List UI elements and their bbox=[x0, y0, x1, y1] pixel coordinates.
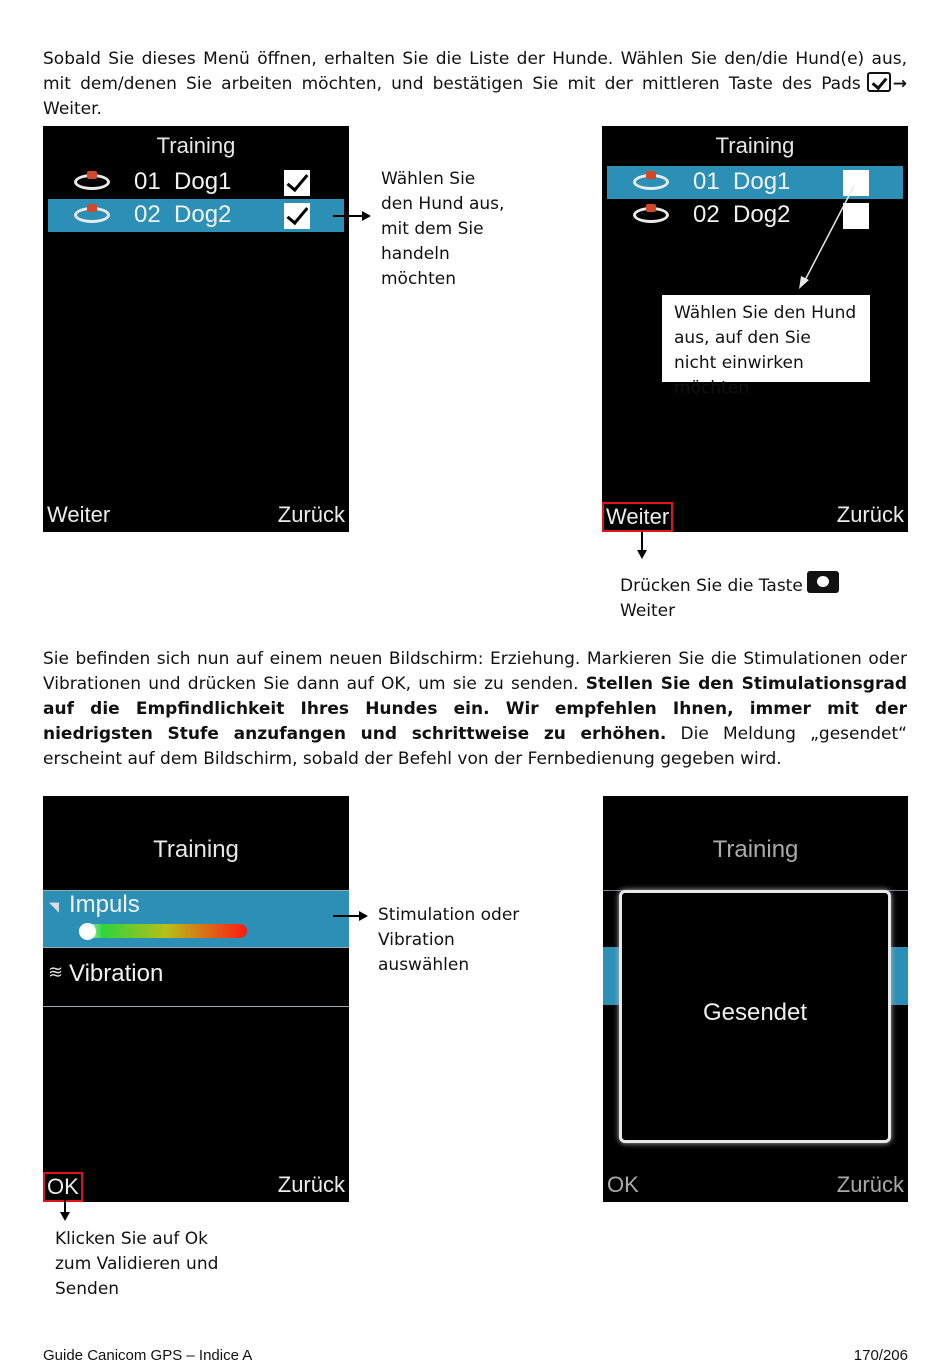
menu-item-impuls[interactable] bbox=[43, 890, 349, 947]
dog-row-2[interactable] bbox=[48, 199, 344, 232]
softkey-weiter[interactable]: Weiter bbox=[602, 502, 673, 532]
screen-training-menu bbox=[43, 796, 349, 1202]
softkey-zurueck[interactable]: Zurück bbox=[277, 1172, 345, 1197]
menu-label: Impuls bbox=[69, 891, 140, 918]
annotation-click-ok: Klicken Sie auf Ok zum Validieren und Senden bbox=[55, 1229, 219, 1299]
callout-box: Wählen Sie den Hund aus, auf den Sie nicht einwirken möchten bbox=[662, 295, 870, 382]
softkey-weiter[interactable]: Weiter bbox=[47, 502, 111, 527]
screen-title: Training bbox=[712, 836, 799, 863]
annotation-line2: Weiter bbox=[620, 601, 676, 621]
para2-part2: Die Meldung „gesendet“ erscheint auf dem Bildschirm, sobald der Befehl von der Fernbedienung gegeben wird. bbox=[43, 724, 907, 769]
softkey-ok[interactable]: OK bbox=[607, 1172, 639, 1197]
signal-icon: ◥ bbox=[49, 899, 59, 914]
popup-message: Gesendet bbox=[702, 999, 808, 1026]
menu-label: Vibration bbox=[69, 960, 164, 987]
dog-row-1[interactable] bbox=[48, 166, 344, 199]
para2-part1: Sie befinden sich nun auf einem neuen Bildschirm: Erziehung. Markieren Sie die Stimulationen oder Vibrationen und drücken Sie dann auf OK, um sie zu senden. bbox=[43, 649, 907, 694]
softkey-zurueck[interactable]: Zurück bbox=[836, 502, 904, 527]
annotation-arrow-line bbox=[64, 1200, 66, 1212]
intro-after: Weiter. bbox=[43, 99, 102, 119]
impulse-slider[interactable] bbox=[79, 924, 247, 938]
page-number: 170/206 bbox=[853, 1347, 908, 1364]
annotation-press-weiter bbox=[620, 571, 880, 624]
header bbox=[43, 796, 349, 889]
dog-label: 01 Dog1 bbox=[693, 168, 791, 195]
annotation-arrow-head bbox=[359, 911, 368, 921]
annotation-arrow-line bbox=[333, 215, 362, 217]
screen-title: Training bbox=[156, 133, 236, 158]
dog-checkbox[interactable] bbox=[284, 203, 310, 229]
training-paragraph bbox=[43, 647, 907, 772]
pad-check-icon bbox=[867, 72, 891, 92]
annotation-arrow-line bbox=[641, 532, 643, 550]
dog-checkbox[interactable] bbox=[284, 170, 310, 196]
annotation-arrow-line bbox=[333, 915, 359, 917]
dog-label: 02 Dog2 bbox=[134, 201, 232, 228]
softkey-zurueck[interactable]: Zurück bbox=[277, 502, 345, 527]
softkey-ok[interactable]: OK bbox=[43, 1172, 83, 1202]
annotation-line1: Drücken Sie die Taste bbox=[620, 576, 803, 596]
dog-label: 02 Dog2 bbox=[693, 201, 791, 228]
annotation-arrow-head bbox=[362, 211, 371, 221]
annotation-choose-dog: Wählen Sie den Hund aus, mit dem Sie handeln möchten bbox=[381, 169, 505, 289]
sent-popup bbox=[619, 890, 891, 1143]
annotation-arrow-head bbox=[60, 1212, 70, 1221]
intro-paragraph bbox=[43, 47, 907, 122]
slider-knob[interactable] bbox=[79, 923, 96, 940]
annotation-choose-mode: Stimulation oder Vibration auswählen bbox=[378, 905, 520, 975]
vibration-icon: ≋ bbox=[48, 962, 64, 982]
screen-sent bbox=[603, 796, 908, 1202]
screen-dog-list-2 bbox=[602, 126, 908, 532]
para2-bold: Stellen Sie den Stimulationsgrad auf die Empfindlichkeit Ihres Hundes ein. Wir empfehlen Ihnen, immer mit der niedrigsten Stufe anzufangen und schrittweise zu erhöhen. bbox=[43, 674, 907, 744]
softkey-zurueck[interactable]: Zurück bbox=[836, 1172, 904, 1197]
paw-button-icon bbox=[807, 571, 839, 593]
annotation-arrow-head bbox=[637, 550, 647, 559]
dog-label: 01 Dog1 bbox=[134, 168, 232, 195]
screen-title: Training bbox=[153, 836, 239, 863]
screen-dog-list-1 bbox=[43, 126, 349, 532]
screen-title: Training bbox=[715, 133, 795, 158]
menu-item-vibration[interactable] bbox=[43, 947, 349, 1007]
collar-icon bbox=[74, 207, 110, 223]
intro-text: Sobald Sie dieses Menü öffnen, erhalten Sie die Liste der Hunde. Wählen Sie den/die Hund(e) aus, mit dem/denen Sie arbeiten möchten, und bestätigen Sie mit der mittleren Taste des Pads bbox=[43, 49, 907, 94]
arrow-icon: → bbox=[892, 74, 907, 94]
header bbox=[603, 796, 908, 889]
footer-title: Guide Canicom GPS – Indice A bbox=[43, 1347, 253, 1364]
collar-icon bbox=[74, 174, 110, 190]
